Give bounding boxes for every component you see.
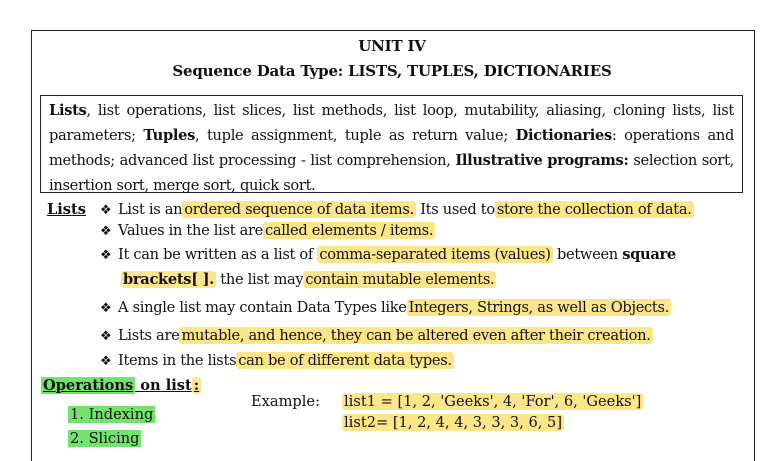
list-item xyxy=(100,352,454,369)
highlighted-text: store the collection of data. xyxy=(496,201,692,218)
highlighted-text: can be of different data types. xyxy=(238,352,452,369)
list-item-continuation xyxy=(121,271,496,288)
highlighted-text: called elements / items. xyxy=(265,222,434,239)
operation-item-slicing: 2. Slicing xyxy=(70,430,140,447)
unit-title: UNIT IV xyxy=(358,37,426,55)
list-item xyxy=(100,327,653,344)
bullet-text: Lists are xyxy=(118,327,180,344)
bold-text: square xyxy=(622,246,676,263)
diamond-bullet-icon: ❖ xyxy=(100,329,112,344)
bullet-text: A single list may contain Data Types like xyxy=(118,299,407,316)
example-label: Example: xyxy=(251,393,320,410)
operation-item-indexing: 1. Indexing xyxy=(70,406,154,423)
bullet-text: the list may xyxy=(215,271,304,288)
highlighted-text: mutable, and hence, they can be altered even after their creation. xyxy=(181,327,651,344)
bullet-text: between xyxy=(552,246,623,263)
operations-heading xyxy=(41,377,201,394)
diamond-bullet-icon: ❖ xyxy=(100,301,112,316)
highlighted-text: : xyxy=(193,377,200,394)
list-item xyxy=(100,299,671,316)
topic-dictionaries: Dictionaries xyxy=(515,127,612,144)
lists-heading: Lists xyxy=(47,201,86,218)
topic-text-2c: : xyxy=(611,127,617,144)
bullet-text: Values in the list are xyxy=(118,222,264,239)
unit-subtitle: Sequence Data Type: LISTS, TUPLES, DICTIONARIES xyxy=(172,62,612,80)
diamond-bullet-icon: ❖ xyxy=(100,248,112,263)
list-item xyxy=(100,222,435,239)
topic-illustrative: Illustrative xyxy=(455,152,543,169)
highlighted-text: brackets[ ]. xyxy=(123,271,214,288)
bullet-text: It can be written as a list of xyxy=(118,246,318,263)
list-item xyxy=(100,246,676,263)
topic-programs: programs: xyxy=(547,152,629,169)
heading-text: on list xyxy=(135,377,192,394)
topic-text-2a: list parameters; xyxy=(49,102,734,144)
topic-tuples: Tuples xyxy=(143,127,196,144)
topics-box xyxy=(40,95,743,193)
bullet-text: List is an xyxy=(118,201,183,218)
diamond-bullet-icon: ❖ xyxy=(100,224,112,239)
highlighted-text: Integers, Strings, as well as Objects. xyxy=(408,299,670,316)
highlighted-text: comma-separated items (values) xyxy=(319,246,551,263)
topic-text-1: , list operations, list slices, list methods, list loop, mutability, aliasing, cloning lists, xyxy=(86,102,706,119)
topic-text-2b: , tuple assignment, tuple as return value; xyxy=(195,127,516,144)
topic-text-3a: operations and methods; advanced list processing - list comprehension, xyxy=(49,127,734,169)
bullet-text: Its used to xyxy=(415,201,495,218)
example-code-line: list1 = [1, 2, 'Geeks', 4, 'For', 6, 'Geeks'] xyxy=(344,393,642,410)
highlighted-text: Operations xyxy=(43,377,134,394)
bullet-text: Items in the lists xyxy=(118,352,237,369)
topic-text-4: selection sort, insertion sort, merge sort, quick sort. xyxy=(49,152,734,194)
diamond-bullet-icon: ❖ xyxy=(100,354,112,369)
list-item xyxy=(100,201,694,218)
diamond-bullet-icon: ❖ xyxy=(100,203,112,218)
highlighted-text: contain mutable elements. xyxy=(305,271,495,288)
topic-lists: Lists xyxy=(49,102,87,119)
highlighted-text: ordered sequence of data items. xyxy=(184,201,414,218)
example-code-line: list2= [1, 2, 4, 4, 3, 3, 3, 6, 5] xyxy=(344,414,563,431)
